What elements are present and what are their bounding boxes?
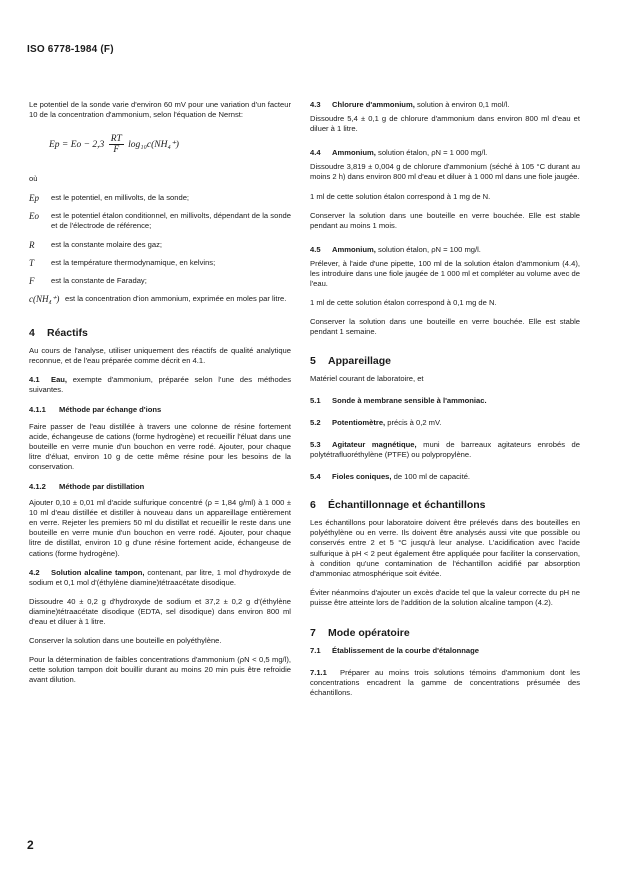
section-5-1: 5.1 Sonde à membrane sensible à l'ammoniac.	[310, 395, 487, 405]
section-6-heading: 6 Échantillonnage et échantillons	[310, 499, 486, 512]
section-5-3: 5.3 Agitateur magnétique, muni de barreaux agitateurs enrobés de polytétrafluoréthylène (PTFE) ou polypropylène.	[310, 439, 580, 459]
section-4-intro: Au cours de l'analyse, utiliser uniquement des réactifs de qualité analytique reconnue, et de l'eau préparée comme décrit en 4.1.	[29, 346, 291, 366]
equation-lhs: Ep = Eo − 2,3	[49, 139, 105, 150]
section-7-heading: 7 Mode opératoire	[310, 627, 410, 639]
definition-item	[29, 211, 291, 231]
section-6-paragraph: Éviter néanmoins d'ajouter un excès d'acide tel que la valeur correcte du pH ne puisse être atteinte lors de l'addition de la solution alcaline tampon (4.2).	[310, 587, 580, 607]
section-4-1-2-text: Ajouter 0,10 ± 0,01 ml d'acide sulfurique concentré (ρ = 1,84 g/ml) à 1 000 ± 10 ml d'eau distillée et distiller à nouveau dans un appareillage entièrement en verre. Rejeter les premiers 50 ml du distillat et recueillir le reste dans une bouteille en verre munie d'un bouchon en verre rodé. Ajouter, pour chaque litre de distillat, environ 10 g d'une résine fortement acide, échangeuse de cations (forme hydrogène).	[29, 498, 291, 558]
definition-item	[29, 240, 291, 250]
equation-fraction	[109, 134, 124, 155]
left-column	[29, 100, 291, 694]
section-6-paragraph: Les échantillons pour laboratoire doivent être prélevés dans des bouteilles en polyéthylène ou en verre. Ils doivent être analysés aussi vite que possible ou conservés entre 2 et 5 °C jusqu'à leur analyse. L'acidification avec l'acide sulfurique à pH < 2 peut également être appliquée pour faciliter la conservation, à condition qu'une contamination de l'échantillon acidifié par absorption d'ammoniac atmosphérique soit évitée.	[310, 518, 580, 578]
section-4-3: 4.3 Chlorure d'ammonium, solution à environ 0,1 mol/l.	[310, 100, 510, 109]
definition-symbol: c(NH₄⁺)	[29, 293, 60, 304]
section-4-5-paragraph: Prélever, à l'aide d'une pipette, 100 ml de la solution étalon d'ammonium (4.4), les introduire dans une fiole jaugée de 1 000 ml et compléter au volume avec de l'eau.	[310, 258, 580, 289]
definition-symbol: R	[29, 239, 35, 250]
section-5-4: 5.4 Fioles coniques, de 100 ml de capacité.	[310, 472, 471, 482]
section-4-1-1-heading: 4.1.1 Méthode par échange d'ions	[29, 405, 162, 415]
section-4-1: 4.1 Eau, exempte d'ammonium, préparée selon l'une des méthodes suivantes.	[29, 375, 291, 395]
section-4-2-paragraph: Conserver la solution dans une bouteille en polyéthylène.	[29, 636, 222, 646]
section-4-4-paragraph: 1 ml de cette solution étalon correspond à 1 mg de N.	[310, 191, 491, 201]
section-4-2-paragraph: Pour la détermination de faibles concentrations d'ammonium (ρN < 0,5 mg/l), cette solution tampon doit bouillir durant au moins 20 min puis être refroidie avant dilution.	[29, 655, 291, 685]
section-4-5: 4.5 Ammonium, solution étalon, ρN = 100 mg/l.	[310, 244, 481, 254]
section-4-2-paragraph: Dissoudre 40 ± 0,2 g d'hydroxyde de sodium et 37,2 ± 0,2 g d'(éthylène diamine)tétraacétate disodique (EDTA, sel disodique) dans environ 800 ml d'eau et diluer à 1 litre.	[29, 596, 291, 626]
nernst-equation	[49, 134, 291, 160]
where-label: où	[29, 174, 38, 184]
section-4-4-paragraph: Dissoudre 3,819 ± 0,004 g de chlorure d'ammonium (séché à 105 °C durant au moins 2 h) dans environ 800 ml d'eau et diluer à 1 000 ml dans une fiole jaugée.	[310, 162, 580, 182]
definition-item	[29, 294, 291, 304]
definition-text: est la constante molaire des gaz;	[51, 239, 163, 249]
section-4-5-paragraph: Conserver la solution dans une bouteille en verre bouchée. Elle est stable pendant 1 semaine.	[310, 317, 580, 337]
section-4-1-2-heading: 4.1.2 Méthode par distillation	[29, 481, 145, 491]
definition-text: est la constante de Faraday;	[51, 275, 147, 285]
section-4-4: 4.4 Ammonium, solution étalon, ρN = 1 000 mg/l.	[310, 148, 488, 158]
section-7-1-heading: 7.1 Établissement de la courbe d'étalonnage	[310, 646, 479, 656]
section-5-heading: 5 Appareillage	[310, 354, 392, 367]
section-4-2: 4.2 Solution alcaline tampon, contenant, par litre, 1 mol d'hydroxyde de sodium et 0,1 mol d'(éthylène diamine)tétraacétate disodique.	[29, 567, 291, 587]
definition-text: est la concentration d'ion ammonium, exprimée en moles par litre.	[65, 293, 287, 303]
definition-symbol: T	[29, 257, 35, 268]
definition-item	[29, 276, 291, 286]
section-4-heading: 4 Réactifs	[29, 326, 88, 339]
page-number: 2	[27, 838, 34, 852]
nernst-intro: Le potentiel de la sonde varie d'environ 60 mV pour une variation d'un facteur 10 de la concentration d'ammonium, selon l'équation de Nernst:	[29, 100, 291, 120]
section-4-3-text: Dissoudre 5,4 ± 0,1 g de chlorure d'ammonium dans environ 800 ml d'eau et diluer à 1 litre.	[310, 114, 580, 134]
definition-symbol: Ep	[29, 193, 39, 204]
section-5-2: 5.2 Potentiomètre, précis à 0,2 mV.	[310, 417, 442, 427]
definition-symbol: Eo	[29, 211, 39, 222]
definition-item	[29, 193, 291, 203]
definition-text: est la température thermodynamique, en kelvins;	[51, 257, 216, 267]
section-5-intro: Matériel courant de laboratoire, et	[310, 373, 424, 383]
right-column	[310, 100, 580, 707]
section-4-5-paragraph: 1 ml de cette solution étalon correspond à 0,1 mg de N.	[310, 298, 497, 308]
fraction-numerator: RT	[110, 134, 122, 145]
section-4-1-1-text: Faire passer de l'eau distillée à travers une colonne de résine fortement acide, échangeuse de cations (forme hydrogène) et recueillir l'éluat dans une bouteille en verre munie d'un bouchon en verre rodé. Ajouter, pour chaque litre d'éluat, environ 10 g de cette même résine pour les besoins de la conservation.	[29, 421, 291, 471]
definition-text: est le potentiel étalon conditionnel, en millivolts, dépendant de la sonde et de l'électrode de référence;	[51, 211, 291, 231]
definition-text: est le potentiel, en millivolts, de la sonde;	[51, 193, 190, 203]
definition-symbol: F	[29, 275, 35, 286]
document-header: ISO 6778-1984 (F)	[27, 44, 114, 55]
definition-item	[29, 258, 291, 268]
section-4-4-paragraph: Conserver la solution dans une bouteille en verre bouchée. Elle est stable pendant au moins 1 mois.	[310, 210, 580, 230]
equation-rhs: log₁₀c(NH₄⁺)	[128, 139, 179, 150]
fraction-denominator: F	[113, 145, 120, 156]
section-7-1-1: 7.1.1 Préparer au moins trois solutions témoins d'ammonium dont les concentrations encadrent la gamme de concentrations présumée des échantillons.	[310, 668, 580, 698]
